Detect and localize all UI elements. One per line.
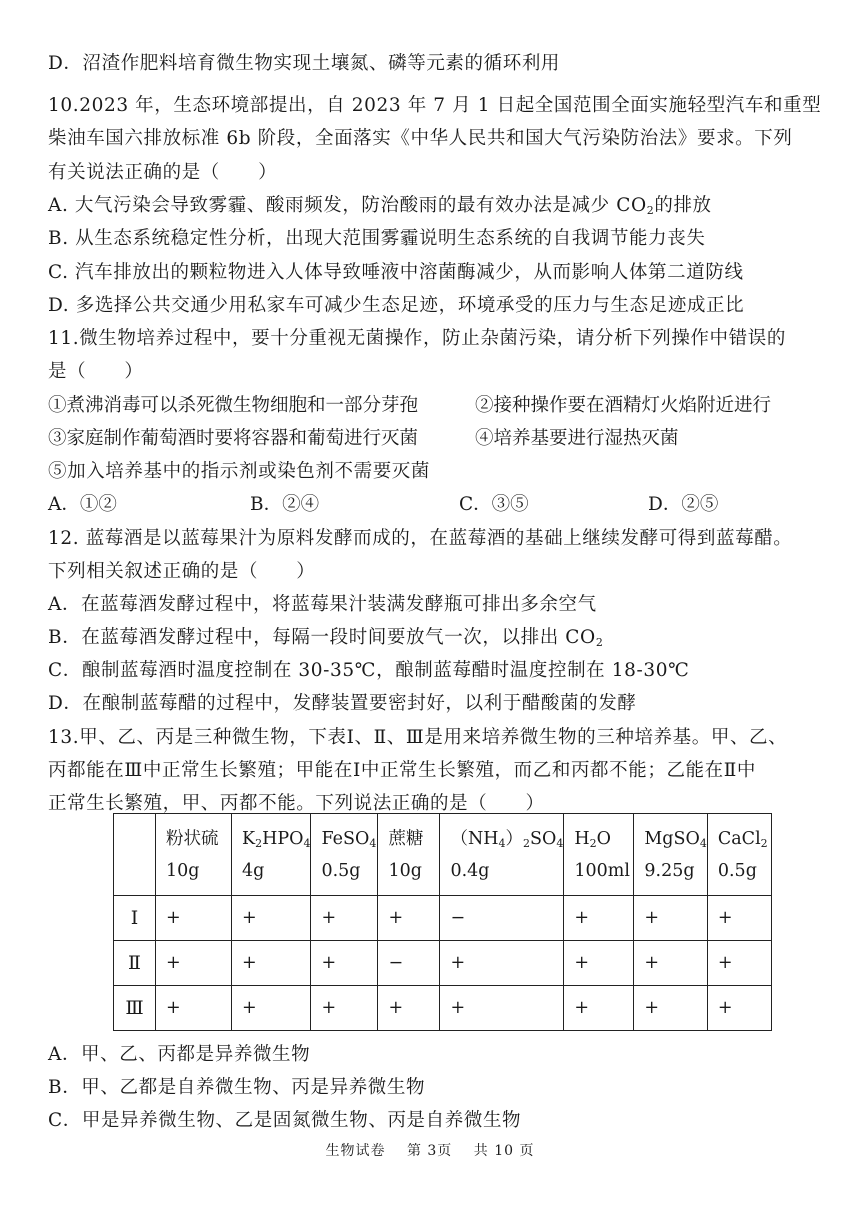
table-cell: + [707, 896, 771, 941]
q11-stem-line1: 11.微生物培养过程中，要十分重视无菌操作，防止杂菌污染，请分析下列操作中错误的 [48, 328, 786, 349]
q11-item-2: ②接种操作要在酒精灯火焰附近进行 [475, 395, 772, 416]
q12-option-c: C．酿制蓝莓酒时温度控制在 30-35℃，酿制蓝莓醋时温度控制在 18-30℃ [48, 660, 690, 681]
header-feso4: FeSO$_4$ 0.5g [311, 814, 378, 896]
header-sucrose: 蔗糖 10g [378, 814, 440, 896]
row-label: Ⅱ [114, 941, 156, 986]
table-cell: + [311, 896, 378, 941]
q10-stem-line3: 有关说法正确的是（ ） [48, 162, 278, 183]
table-cell: + [634, 941, 707, 986]
q11-stem-line2: 是（ ） [48, 361, 144, 382]
table-cell: + [440, 986, 564, 1031]
table-cell: + [634, 896, 707, 941]
table-cell: + [311, 986, 378, 1031]
q11-item-3: ③家庭制作葡萄酒时要将容器和葡萄进行灭菌 [48, 428, 419, 449]
table-cell: + [564, 941, 634, 986]
q10-option-d: D. 多选择公共交通少用私家车可减少生态足迹，环境承受的压力与生态足迹成正比 [48, 295, 745, 316]
q12-option-a: A．在蓝莓酒发酵过程中，将蓝莓果汁装满发酵瓶可排出多余空气 [48, 594, 597, 615]
footer-page-number: 第 3页 [406, 1143, 453, 1159]
q11-item-5: ⑤加入培养基中的指示剂或染色剂不需要灭菌 [48, 461, 431, 482]
footer-total-pages: 共 10 页 [473, 1143, 535, 1159]
table-cell: + [232, 896, 311, 941]
table-row [114, 941, 772, 986]
table-cell: + [156, 896, 232, 941]
table-cell: + [707, 986, 771, 1031]
q11-items-row2 [48, 427, 860, 451]
table-cell: + [378, 986, 440, 1031]
q13-option-a: A．甲、乙、丙都是异养微生物 [48, 1044, 311, 1065]
q10-option-b: B. 从生态系统稳定性分析，出现大范围雾霾说明生态系统的自我调节能力丧失 [48, 228, 706, 249]
q12-stem-line2: 下列相关叙述正确的是（ ） [48, 561, 316, 582]
q12-option-d: D．在酿制蓝莓醋的过程中，发酵装置要密封好，以利于醋酸菌的发酵 [48, 693, 637, 714]
q13-stem-line1: 13.甲、乙、丙是三种微生物，下表Ⅰ、Ⅱ、Ⅲ是用来培养微生物的三种培养基。甲、乙、 [48, 727, 788, 748]
header-cacl2: CaCl$_2$ 0.5g [707, 814, 771, 896]
table-cell: + [378, 896, 440, 941]
header-ammonium-sulfate: $(NH_4)_2SO_4$ 0.4g [440, 814, 564, 896]
table-cell: + [156, 986, 232, 1031]
header-k2hpo4: $K_2HPO_4$ 4g [232, 814, 311, 896]
q11-item-1: ①煮沸消毒可以杀死微生物细胞和一部分芽孢 [48, 395, 419, 416]
culture-medium-table [113, 813, 772, 1031]
q13-stem-line3: 正常生长繁殖，甲、丙都不能。下列说法正确的是（ ） [48, 793, 545, 814]
table-cell: + [440, 941, 564, 986]
header-mgso4: MgSO$_4$ 9.25g [634, 814, 707, 896]
table-cell: + [564, 986, 634, 1031]
q10-option-c: C. 汽车排放出的颗粒物进入人体导致唾液中溶菌酶减少，从而影响人体第二道防线 [48, 262, 744, 283]
table-corner-cell [114, 814, 156, 896]
table-cell: + [156, 941, 232, 986]
table-cell: + [707, 941, 771, 986]
table-cell: + [634, 986, 707, 1031]
q10-stem-line2: 柴油车国六排放标准 6b 阶段，全面落实《中华人民共和国大气污染防治法》要求。下列 [48, 128, 793, 149]
q9-option-d: D．沼渣作肥料培育微生物实现土壤氮、磷等元素的循环利用 [48, 53, 561, 74]
table-cell: + [232, 941, 311, 986]
q11-option-d: D．②⑤ [648, 494, 719, 515]
table-row [114, 896, 772, 941]
table-row [114, 986, 772, 1031]
q10-option-a: A. 大气污染会导致雾霾、酸雨频发，防治酸雨的最有效办法是减少 $CO_2$的排放 [48, 195, 712, 217]
table-cell: + [311, 941, 378, 986]
q13-stem-line2: 丙都能在Ⅲ中正常生长繁殖；甲能在Ⅰ中正常生长繁殖，而乙和丙都不能；乙能在Ⅱ中 [48, 760, 757, 781]
page-footer [0, 1140, 860, 1160]
q11-option-a: A．①② [48, 494, 117, 515]
q11-item-4: ④培养基要进行湿热灭菌 [475, 428, 679, 449]
row-label: Ⅲ [114, 986, 156, 1031]
q12-stem-line1: 12. 蓝莓酒是以蓝莓果汁为原料发酵而成的，在蓝莓酒的基础上继续发酵可得到蓝莓醋。 [48, 528, 793, 549]
q13-option-c: C．甲是异养微生物、乙是固氮微生物、丙是自养微生物 [48, 1110, 522, 1131]
q11-options [48, 493, 860, 517]
table-cell: − [440, 896, 564, 941]
q10-stem-line1: 10.2023 年，生态环境部提出，自 2023 年 7 月 1 日起全国范围全面实施轻型汽车和重型 [48, 95, 822, 116]
table-cell: + [232, 986, 311, 1031]
q11-option-b: B．②④ [250, 494, 320, 515]
table-header-row [114, 814, 772, 896]
q11-items-row1 [48, 394, 860, 418]
header-water: $H_2O$ 100ml [564, 814, 634, 896]
q13-option-b: B．甲、乙都是自养微生物、丙是异养微生物 [48, 1077, 426, 1098]
table-cell: − [378, 941, 440, 986]
footer-subject: 生物试卷 [325, 1143, 386, 1159]
header-sulfur: 粉状硫 10g [156, 814, 232, 896]
q12-option-b: B．在蓝莓酒发酵过程中，每隔一段时间要放气一次，以排出 $CO_2$ [48, 627, 604, 649]
table-cell: + [564, 896, 634, 941]
row-label: Ⅰ [114, 896, 156, 941]
q11-option-c: C．③⑤ [459, 494, 529, 515]
